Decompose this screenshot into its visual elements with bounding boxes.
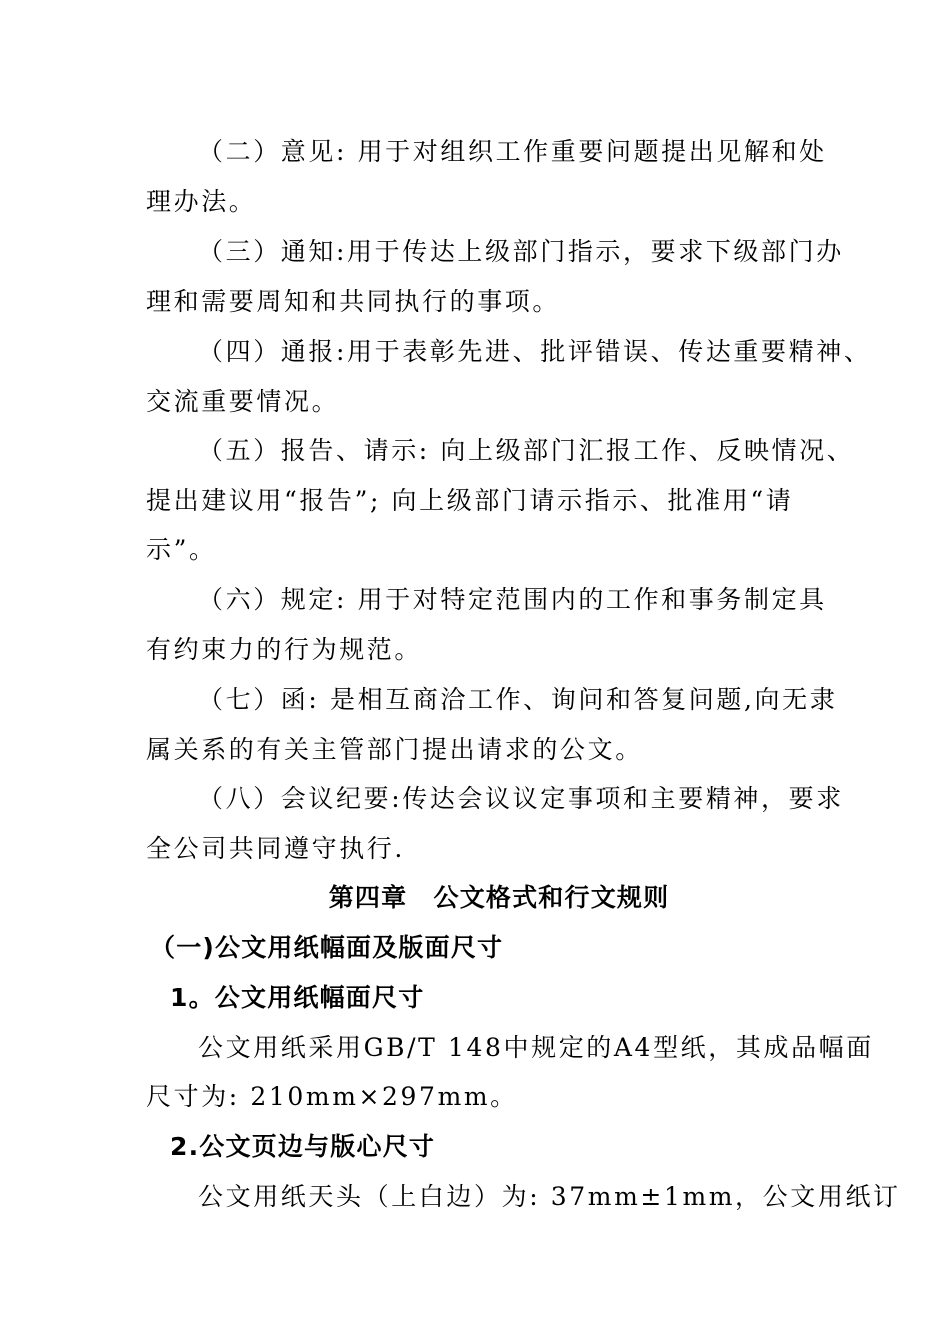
item-2-heading: 2.公文页边与版心尺寸 bbox=[170, 1132, 436, 1161]
paragraph-guiding-line-1: （六）规定: 用于对特定范围内的工作和事务制定具 bbox=[198, 585, 827, 614]
paragraph-huiyijiyao-line-2: 全公司共同遵守执行. bbox=[146, 834, 405, 863]
paragraph-yijian-line-2: 理办法。 bbox=[146, 187, 257, 216]
paragraph-yijian-line-1: （二）意见: 用于对组织工作重要问题提出见解和处 bbox=[198, 137, 827, 166]
paragraph-tongbao-line-2: 交流重要情况。 bbox=[146, 387, 340, 416]
paragraph-huiyijiyao-line-1: （八）会议纪要:传达会议议定事项和主要精神，要求 bbox=[198, 784, 844, 813]
subsection-heading: （一)公文用纸幅面及版面尺寸 bbox=[150, 933, 504, 962]
paragraph-baogao-line-3: 示”。 bbox=[146, 535, 217, 564]
item-1-line-2: 尺寸为: 210mm×297mm。 bbox=[146, 1082, 518, 1111]
paragraph-baogao-line-1: （五）报告、请示: 向上级部门汇报工作、反映情况、 bbox=[198, 436, 855, 465]
item-1-line-1: 公文用纸采用GB/T 148中规定的A4型纸，其成品幅面 bbox=[198, 1033, 874, 1062]
paragraph-han-line-2: 属关系的有关主管部门提出请求的公文。 bbox=[146, 735, 643, 764]
item-1-heading: 1。公文用纸幅面尺寸 bbox=[170, 983, 425, 1012]
paragraph-tongzhi-line-2: 理和需要周知和共同执行的事项。 bbox=[146, 287, 561, 316]
paragraph-han-line-1: （七）函: 是相互商洽工作、询问和答复问题,向无隶 bbox=[198, 685, 838, 714]
item-2-line-1: 公文用纸天头（上白边）为: 37mm±1mm，公文用纸订 bbox=[198, 1182, 901, 1211]
chapter-title: 第四章 公文格式和行文规则 bbox=[328, 883, 670, 912]
paragraph-tongbao-line-1: （四）通报:用于表彰先进、批评错误、传达重要精神、 bbox=[198, 337, 872, 366]
paragraph-baogao-line-2: 提出建议用“报告”; 向上级部门请示指示、批准用“请 bbox=[146, 486, 794, 515]
paragraph-tongzhi-line-1: （三）通知:用于传达上级部门指示，要求下级部门办 bbox=[198, 237, 844, 266]
paragraph-guiding-line-2: 有约束力的行为规范。 bbox=[146, 635, 423, 664]
